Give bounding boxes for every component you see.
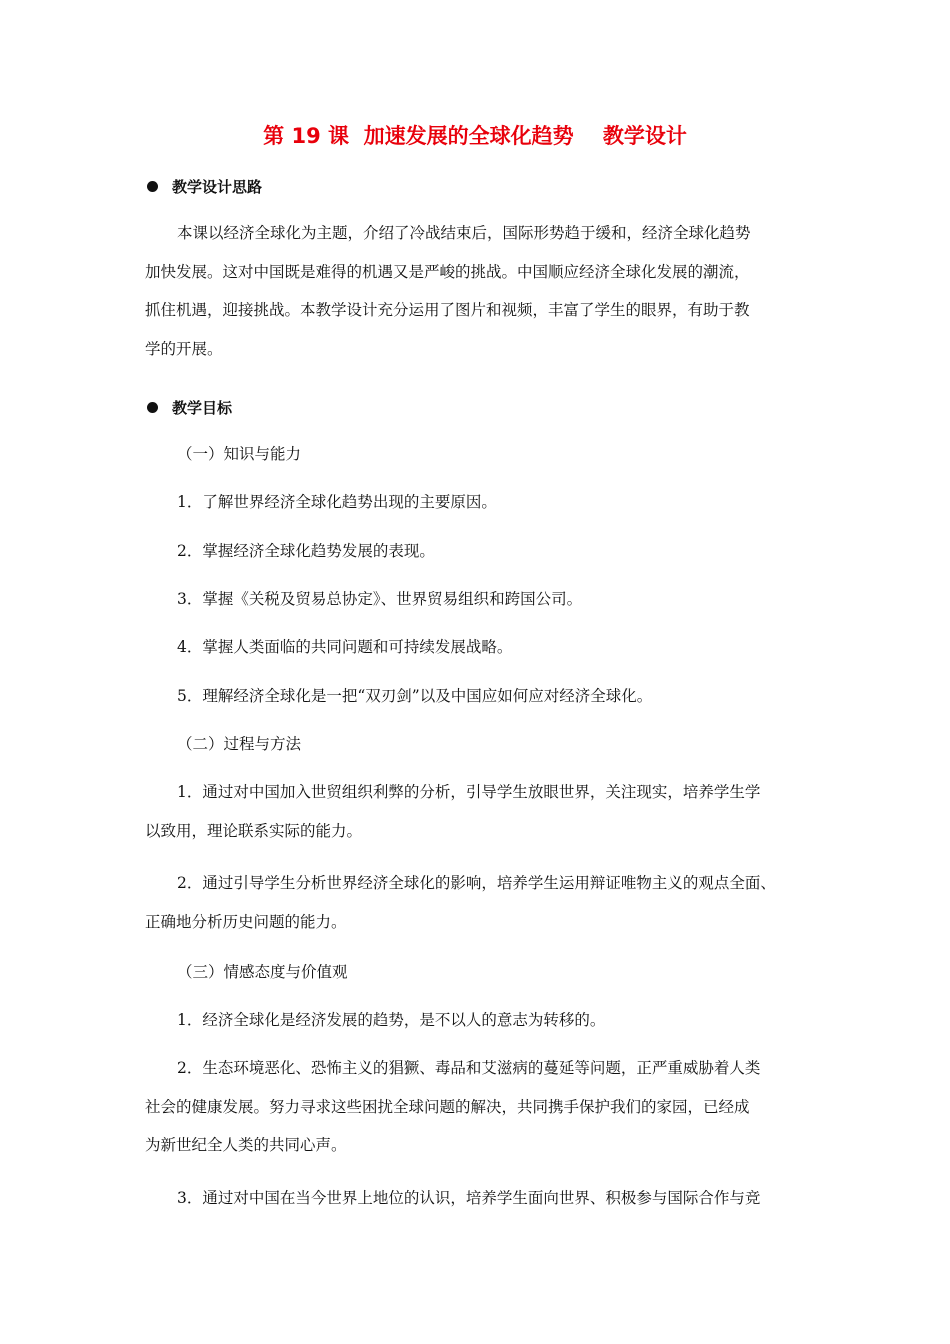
emotion-item-3: 3．通过对中国在当今世界上地位的认识，培养学生面向世界、积极参与国际合作与竞: [177, 1189, 761, 1207]
knowledge-item-5: 5．理解经济全球化是一把“双刃剑”以及中国应如何应对经济全球化。: [177, 687, 653, 705]
subsection-emotion-label: （三）情感态度与价值观: [177, 963, 348, 981]
emotion-item-1: 1．经济全球化是经济发展的趋势，是不以人的意志为转移的。: [177, 1011, 606, 1029]
process-item-1: [145, 773, 815, 850]
knowledge-item-2: 2．掌握经济全球化趋势发展的表现。: [177, 542, 435, 560]
bullet-icon: [147, 402, 158, 413]
paragraph-line: 为新世纪全人类的共同心声。: [145, 1136, 347, 1154]
subsection-knowledge-label: （一）知识与能力: [177, 445, 302, 463]
knowledge-item-4: 4．掌握人类面临的共同问题和可持续发展战略。: [177, 638, 513, 656]
section-heading-design-idea: [147, 176, 262, 197]
paragraph-line: 抓住机遇，迎接挑战。本教学设计充分运用了图片和视频，丰富了学生的眼界，有助于教: [145, 301, 750, 319]
paragraph-line: 本课以经济全球化为主题，介绍了冷战结束后，国际形势趋于缓和，经济全球化趋势: [177, 224, 751, 242]
emotion-item-2: [145, 1049, 815, 1165]
section-heading-goals: [147, 397, 232, 418]
paragraph-line: 加快发展。这对中国既是难得的机遇又是严峻的挑战。中国顺应经济全球化发展的潮流，: [145, 262, 750, 281]
knowledge-item-3: 3．掌握《关税及贸易总协定》、世界贸易组织和跨国公司。: [177, 590, 583, 608]
section-heading-label: 教学设计思路: [172, 178, 263, 196]
bullet-icon: [147, 181, 158, 192]
design-idea-paragraph: [145, 214, 810, 368]
subsection-process-label: （二）过程与方法: [177, 735, 302, 753]
paragraph-line: 以致用，理论联系实际的能力。: [145, 821, 363, 840]
section-heading-label: 教学目标: [172, 399, 233, 417]
paragraph-line: 2．通过引导学生分析世界经济全球化的影响，培养学生运用辩证唯物主义的观点全面、: [177, 874, 776, 892]
knowledge-item-1: 1．了解世界经济全球化趋势出现的主要原因。: [177, 493, 497, 511]
paragraph-line: 1．通过对中国加入世贸组织利弊的分析，引导学生放眼世界，关注现实，培养学生学: [177, 783, 761, 801]
paragraph-line: 社会的健康发展。努力寻求这些困扰全球问题的解决，共同携手保护我们的家园，已经成: [145, 1097, 750, 1116]
document-title: 第 19 课 加速发展的全球化趋势 教学设计: [263, 124, 687, 148]
paragraph-line: 正确地分析历史问题的能力。: [145, 912, 347, 931]
paragraph-line: 2．生态环境恶化、恐怖主义的猖獗、毒品和艾滋病的蔓延等问题，正严重威胁着人类: [177, 1059, 761, 1077]
process-item-2: [145, 864, 815, 941]
paragraph-line: 学的开展。: [145, 339, 223, 358]
